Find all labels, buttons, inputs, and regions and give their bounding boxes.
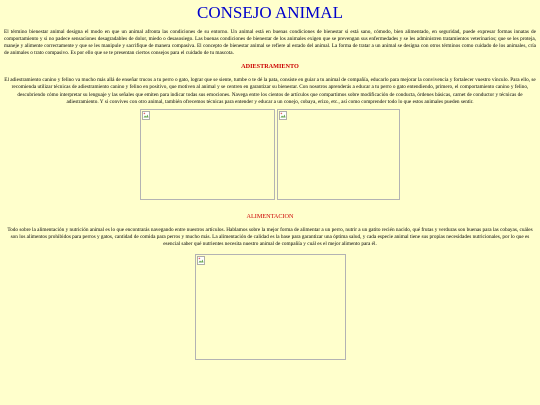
broken-image-icon	[279, 111, 287, 120]
section-body-adiestramiento: El adiestramiento canino y felino va mucho más allá de enseñar trucos a tu perro o gato, lograr que se siente, tumbe o te dé la pata, consiste en guiar a tu animal de compañía, educarlo para mejorar la convivencia y fortalecer vuestro vínculo. Para ello, se recomienda utilizar técnicas de adiestramiento canino y felino en positivo, que motiven al animal y se centren en garantizar su bienestar. Con nosotros aprenderás a educar a tu perro o gato entendiendo, primero, el comportamiento canino y felino, descubriendo cómo interpretar su lenguaje y las señales que emiten para indicar todas sus emociones. Navega entre los cientos de artículos que compartimos sobre modificación de conducta, órdenes básicas, carnet de conductor y técnicas de adiestramiento. Y si convives con otro animal, también ofrecemos técnicas para entender y educar a un conejo, cobaya, erizo, etc., así como comprender todo lo que estos animales pueden sentir.	[4, 77, 536, 105]
broken-image-2	[277, 109, 400, 200]
broken-image-icon	[197, 256, 205, 265]
page-title: CONSEJO ANIMAL	[197, 3, 343, 22]
section-body-alimentacion: Todo sobre la alimentación y nutrición animal es lo que encontrarás navegando entre nuestros artículos. Hablamos sobre la mejor forma de alimentar a un perro, nutrir a un gatito recién nacido, qué frutas y verduras son buenas para las cobayas, cuáles son los alimentos prohibidos para perros y gatos, cantidad de comida para perros y mucho más. La alimentación de calidad es la base para garantizar una óptima salud, y cada especie animal tiene sus propias necesidades nutricionales, por lo que es esencial saber qué nutrientes necesita nuestro animal de compañía y cuál es el mejor alimento para él.	[7, 226, 533, 247]
image-row	[0, 109, 540, 200]
broken-image-3	[195, 254, 346, 360]
intro-paragraph: El término bienestar animal designa el modo en que un animal afronta las condiciones de su entorno. Un animal está en buenas condiciones de bienestar si está sano, cómodo, bien alimentado, en seguridad, puede expresar formas innatas de comportamiento y si no padece sensaciones desagradables de dolor, miedo o desasosiego. Las buenas condiciones de bienestar de los animales exigen que se prevengan sus enfermedades y se les administren tratamientos veterinarios; que se les proteja, maneje y alimente correctamente y que se les manipule y sacrifique de manera compasiva. El concepto de bienestar animal se refiere al estado del animal. La forma de tratar a un animal se designa con otros términos como cuidado de los animales, cría de animales o trato compasivo. Es por ello que se te presentan ciertos consejos para el cuidado de tu mascota.	[4, 29, 536, 57]
section-heading-adiestramiento: ADIESTRAMIENTO	[241, 63, 299, 71]
broken-image-icon	[142, 111, 150, 120]
broken-image-1	[140, 109, 275, 200]
section-heading-alimentacion: ALIMENTACION	[246, 212, 294, 220]
